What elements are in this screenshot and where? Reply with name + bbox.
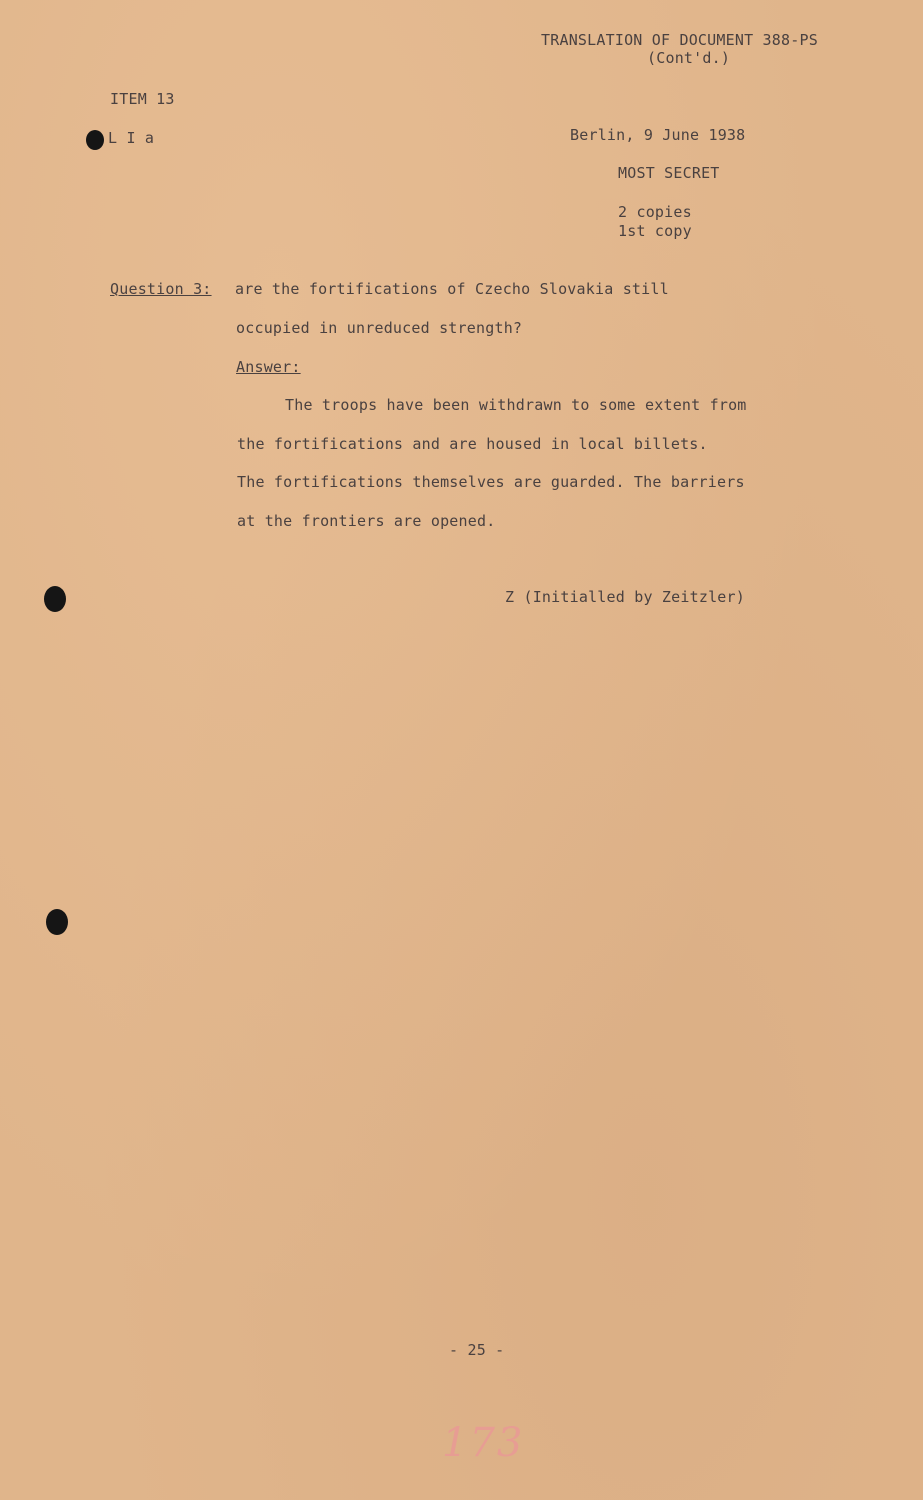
document-continued: (Cont'd.) <box>647 49 731 67</box>
classification: MOST SECRET <box>618 164 720 182</box>
answer-line-4: at the frontiers are opened. <box>237 512 496 530</box>
document-title: TRANSLATION OF DOCUMENT 388-PS <box>541 31 818 49</box>
signature-initials: Z (Initialled by Zeitzler) <box>505 588 745 606</box>
page-number: - 25 - <box>449 1341 505 1359</box>
place-date: Berlin, 9 June 1938 <box>570 126 746 144</box>
reference-code: L I a <box>108 129 155 147</box>
copies-count: 2 copies <box>618 203 692 221</box>
question-line-1: are the fortifications of Czecho Slovakia still <box>235 280 669 298</box>
handwritten-archive-number: 173 <box>442 1420 525 1466</box>
item-number: ITEM 13 <box>110 90 175 108</box>
punch-hole-lower <box>46 909 68 935</box>
question-line-2: occupied in unreduced strength? <box>236 319 523 337</box>
answer-line-1: The troops have been withdrawn to some extent from <box>285 396 747 414</box>
punch-hole-top <box>86 130 104 150</box>
punch-hole-middle <box>44 586 66 612</box>
copy-number: 1st copy <box>618 222 692 240</box>
answer-line-2: the fortifications and are housed in local billets. <box>237 435 708 453</box>
answer-label: Answer: <box>236 358 301 376</box>
answer-line-3: The fortifications themselves are guarded. The barriers <box>237 473 745 491</box>
question-label: Question 3: <box>110 280 212 298</box>
